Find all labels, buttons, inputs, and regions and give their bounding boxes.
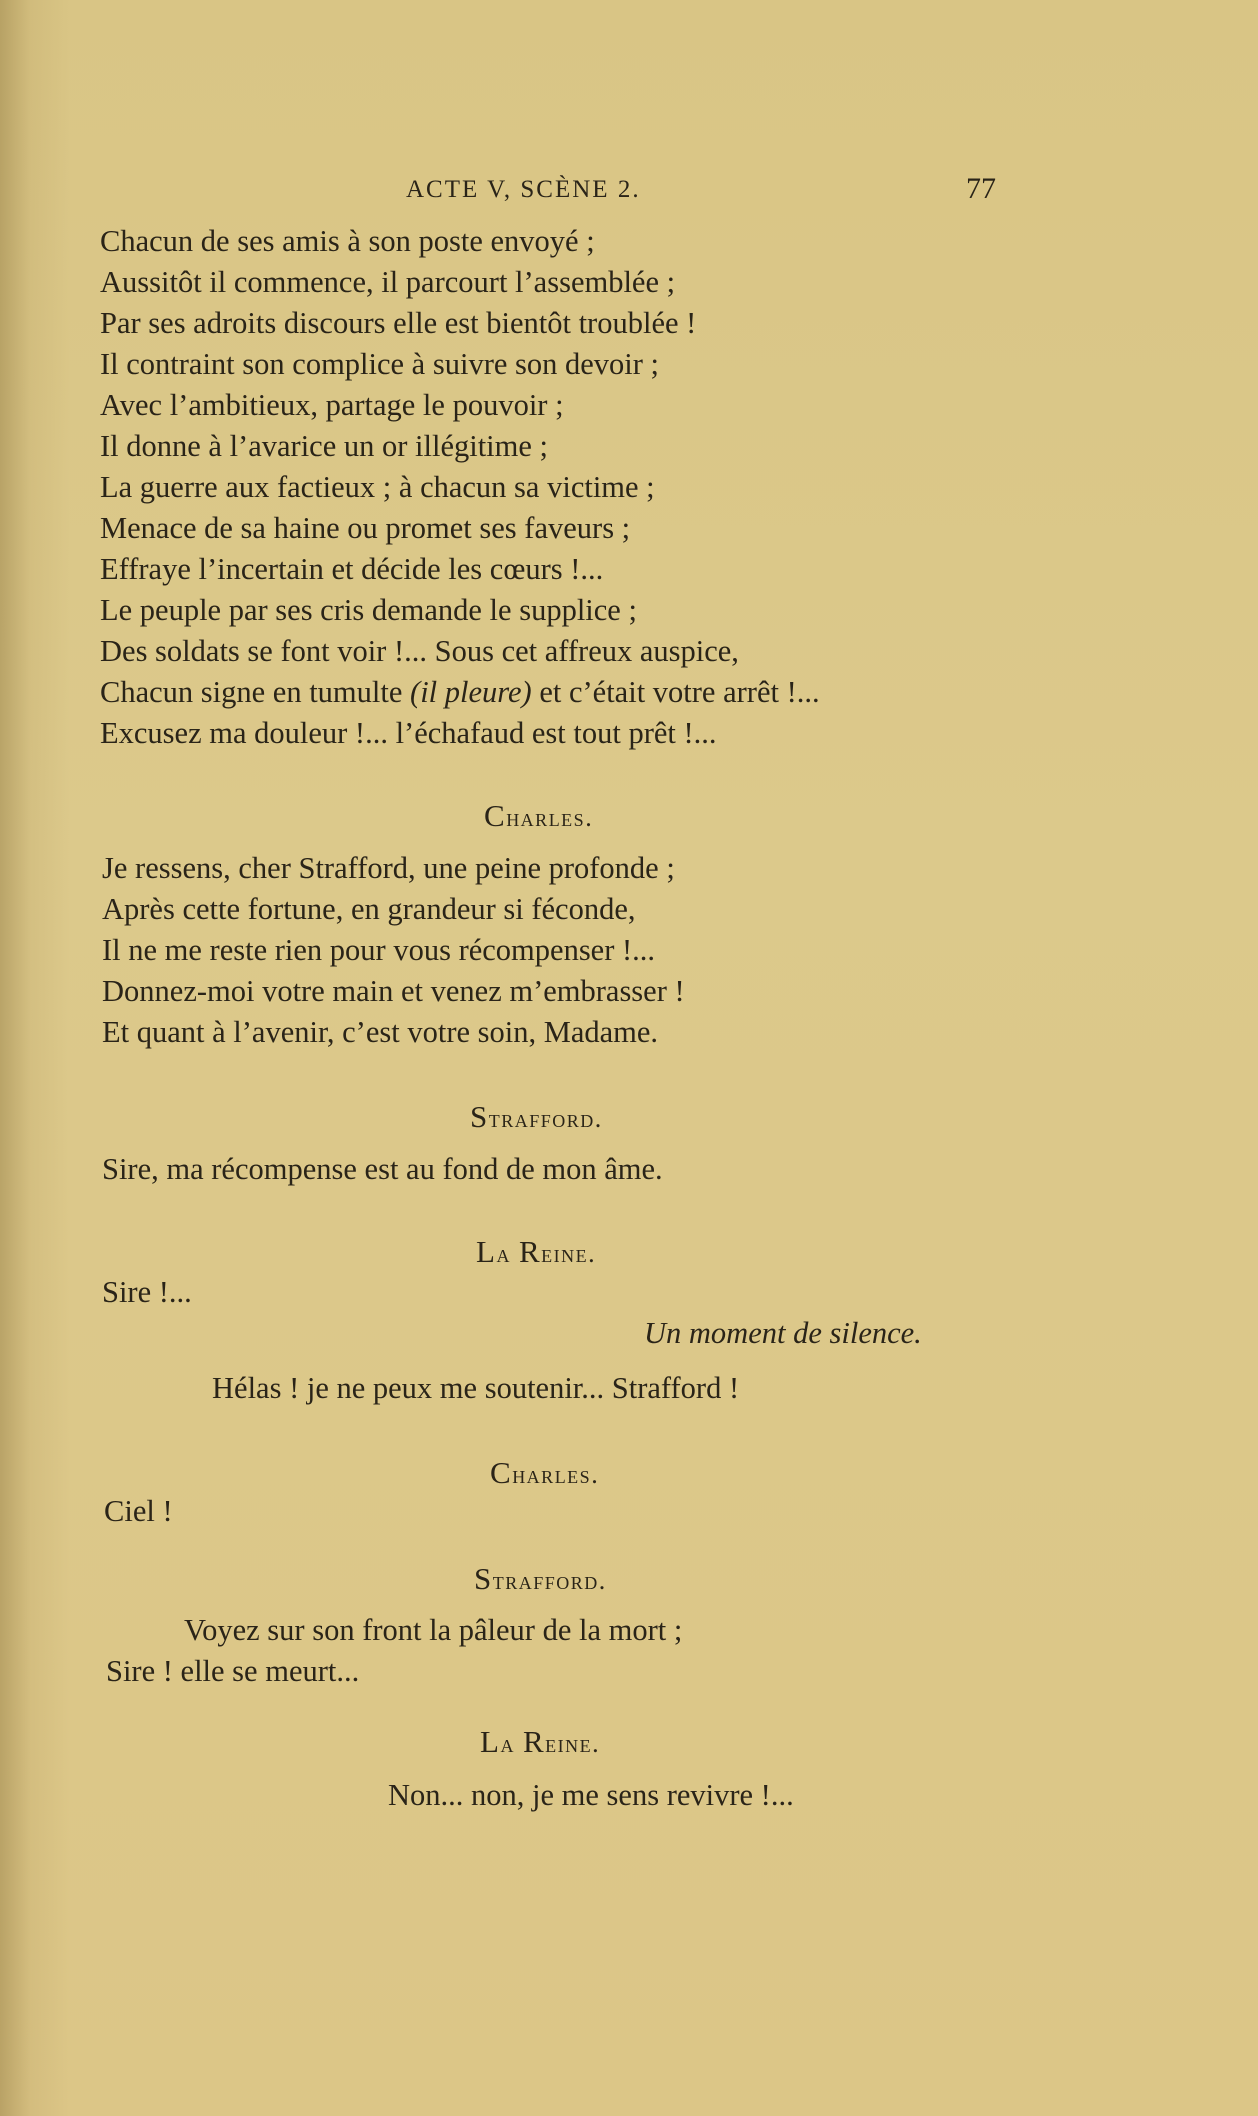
verse-line: Il ne me reste rien pour vous récompenser !... bbox=[102, 933, 656, 967]
speaker-name-strafford: Strafford. bbox=[470, 1099, 603, 1134]
verse-line: Sire !... bbox=[102, 1275, 192, 1309]
verse-line: Et quant à l’avenir, c’est votre soin, Madame. bbox=[102, 1015, 659, 1049]
verse-line: Chacun de ses amis à son poste envoyé ; bbox=[100, 224, 595, 258]
verse-line: Ciel ! bbox=[104, 1494, 173, 1528]
verse-line: Sire ! elle se meurt... bbox=[106, 1654, 360, 1688]
verse-line: Menace de sa haine ou promet ses faveurs ; bbox=[100, 511, 631, 545]
verse-line: Effraye l’incertain et décide les cœurs !... bbox=[100, 552, 604, 586]
verse-line: Il contraint son complice à suivre son devoir ; bbox=[100, 347, 660, 381]
verse-line: Non... non, je me sens revivre !... bbox=[388, 1778, 794, 1812]
verse-line: Des soldats se font voir !... Sous cet affreux auspice, bbox=[100, 634, 739, 668]
speaker-name-charles: Charles. bbox=[490, 1455, 600, 1490]
verse-line: Après cette fortune, en grandeur si féconde, bbox=[102, 892, 636, 926]
speaker-name-la-reine: La Reine. bbox=[476, 1234, 597, 1269]
page-number: 77 bbox=[966, 172, 996, 205]
speaker-name-strafford: Strafford. bbox=[474, 1561, 607, 1596]
verse-line: Avec l’ambitieux, partage le pouvoir ; bbox=[100, 388, 564, 422]
running-head: ACTE V, SCÈNE 2. bbox=[406, 176, 641, 203]
verse-line: La guerre aux factieux ; à chacun sa victime ; bbox=[100, 470, 655, 504]
stage-direction: (il pleure) bbox=[410, 675, 532, 709]
verse-line: Le peuple par ses cris demande le supplice ; bbox=[100, 593, 637, 627]
verse-line: Hélas ! je ne peux me soutenir... Strafford ! bbox=[212, 1371, 740, 1405]
verse-line: Aussitôt il commence, il parcourt l’assemblée ; bbox=[100, 265, 676, 299]
speaker-name-charles: Charles. bbox=[484, 798, 594, 833]
verse-line: Donnez-moi votre main et venez m’embrasser ! bbox=[102, 974, 685, 1008]
stage-direction: Un moment de silence. bbox=[644, 1316, 922, 1350]
speaker-name-la-reine: La Reine. bbox=[480, 1724, 601, 1759]
verse-line: Je ressens, cher Strafford, une peine profonde ; bbox=[102, 851, 675, 885]
verse-line: Sire, ma récompense est au fond de mon âme. bbox=[102, 1152, 663, 1186]
verse-line: Par ses adroits discours elle est bientôt troublée ! bbox=[100, 306, 697, 340]
page-header bbox=[0, 172, 1258, 212]
verse-line: Voyez sur son front la pâleur de la mort ; bbox=[184, 1613, 683, 1647]
verse-line-with-direction bbox=[100, 673, 820, 711]
verse-line: Excusez ma douleur !... l’échafaud est tout prêt !... bbox=[100, 716, 717, 750]
verse-text: Chacun signe en tumulte bbox=[100, 675, 411, 709]
verse-text: et c’était votre arrêt !... bbox=[531, 675, 820, 709]
verse-line: Il donne à l’avarice un or illégitime ; bbox=[100, 429, 549, 463]
